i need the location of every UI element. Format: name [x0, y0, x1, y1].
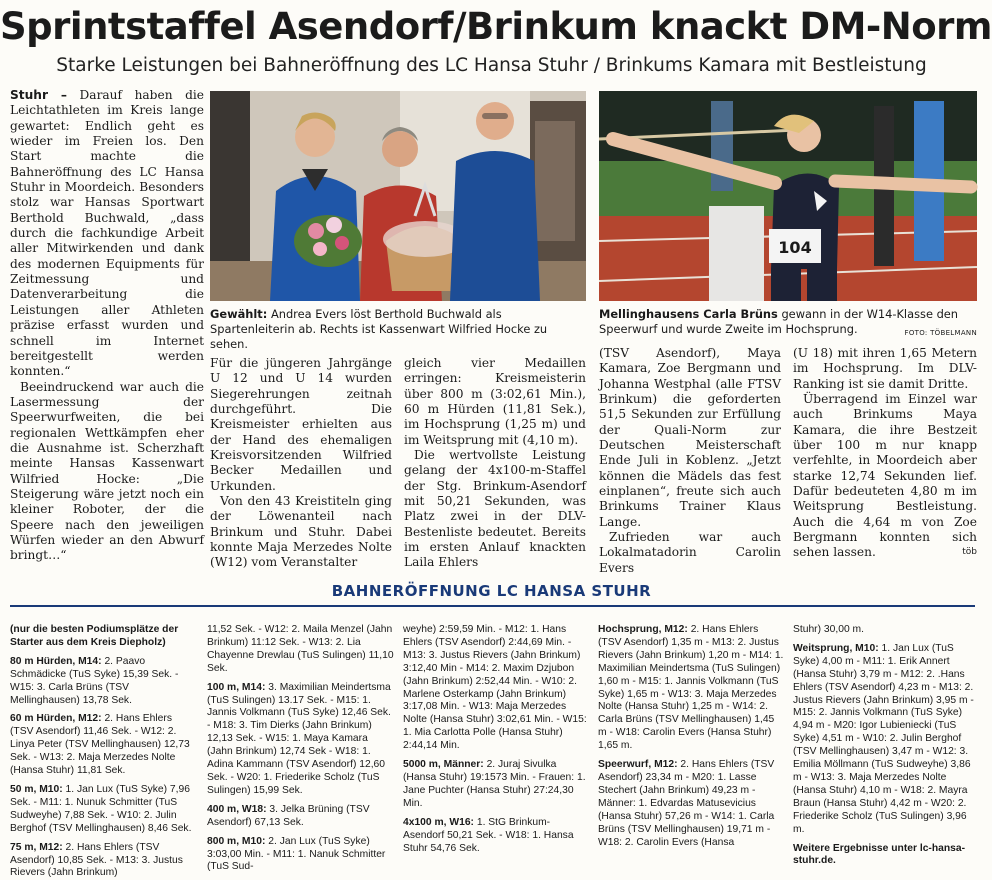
result-text: 2. Hans Ehlers (TSV Asendorf) 23,34 m - M20: 1. Lasse Stechert (Jahn Brinkum) 49,23 m - Männer: 1. Edvardas Matusevicius (Hansa Stuhr) 57,26 m - W14: 1. Carla Brüns (TSV Mellinghausen) 19,71 m - W18: 2. Carolin Evers (Hansa	[598, 759, 775, 848]
col5-paragraph-2: Überragend im Einzel war auch Brinkums Maya Kamara, die ihre Bestzeit über 100 m nur knapp verfehlte, in Moordeich aber starke 12,74 Sekunden lief. Dafür bedeuteten 4,80 m im Weitsprung Bestleistung. Auch die 4,64 m von Zoe Bergmann konnten sich sehen lassen. töb	[793, 392, 977, 560]
result-entry	[207, 804, 395, 830]
result-discipline: 800 m, M10:	[207, 835, 266, 847]
results-column-4	[598, 624, 784, 848]
result-entry	[598, 624, 784, 753]
caption-lead: Gewählt:	[210, 307, 268, 321]
col4-paragraph-2: Zufrieden war auch Lokalmatadorin Carolin Evers	[599, 530, 781, 575]
article-column-4	[599, 346, 781, 575]
result-text: 2. Paavo Schmädicke (TuS Syke) 15,39 Sek. - W15: 3. Carla Brüns (TSV Mellinghausen) 13,78 Sek.	[10, 655, 179, 706]
result-discipline: 60 m Hürden, M12:	[10, 713, 102, 725]
col4-paragraph-1: (TSV Asendorf), Maya Kamara, Zoe Bergmann und Johanna Westphal (alle FTSV Brinkum) die geforderten 51,5 Sekunden zur Erfüllung der Quali-Norm zur Deutschen Meisterschaft Ende Juli in Koblenz. „Jetzt können die Mädels das fest einplanen“, freute sich auch Brinkums Trainer Klaus Lange.	[599, 346, 781, 529]
result-text: 1. Jan Lux (TuS Syke) 4,00 m - M11: 1. Erik Annert (Hansa Stuhr) 3,79 m - M12: 2. .Hans Ehlers (TSV Asendorf) 4,23 m - M13: 2. Justus Rievers (Jahn Brinkum) 3,95 m - M15: 2. Jannis Volkmann (TuS Syke) 4,94 m - M20: Igor Lubieniecki (TuS Syke) 4,51 m - W10: 2. Julin Berghof (TSV Mellinghausen) 3,47 m - W12: 3. Emilia Möllmann (TuS Sudweyhe) 3,86 m - W13: 3. Maja Merzedes Nolte (Hansa Stuhr) 4,10 m - W18: 2. Mayra Braun (Hansa Stuhr) 4,42 m - W20: 2. Friederike Scholz (TuS Sulingen) 3,96 m.	[793, 642, 974, 835]
col3-paragraph-2: Die wertvollste Leistung gelang der 4x100-m-Staffel der Stg. Brinkum-Asendorf mit 50,21 Sekunden, was Platz zwei in der DLV-Bestenliste bedeutet. Bereits im ersten Anlauf knackten Laila Ehlers	[404, 448, 586, 570]
result-entry	[207, 682, 395, 798]
author-signature: töb	[962, 547, 977, 558]
caption-text: Andrea Evers löst Berthold Buchwald als Spartenleiterin ab. Rechts ist Kassenwart Wilfried Hocke zu sehen.	[210, 307, 548, 351]
result-text: 1. StG Brinkum-Asendorf 50,21 Sek. - W18: 1. Hansa Stuhr 54,76 Sek.	[403, 816, 574, 854]
result-discipline: 4x100 m, W16:	[403, 816, 474, 828]
result-discipline: (nur die besten Podiumsplätze der Starter aus dem Kreis Diepholz)	[10, 624, 179, 648]
results-column-5	[793, 624, 977, 867]
result-entry	[10, 713, 198, 778]
col1-paragraph-1: Darauf haben die Leichtathleten im Kreis lange gewartet: Endlich geht es wieder im Freien los. Den Start machte die Bahneröffnung des LC Hansa Stuhr in Moordeich. Besonders stolz war Hansas Sportwart Berthold Buchwald, „dass durch die fachkundige Arbeit aller Mitwirkenden und dank des modernen Equipments für Zeitmessung und Datenverarbeitung die Leistungen aller Athleten präzise erfasst wurden und schnell im Internet bereitgestellt werden konnten.“	[10, 88, 204, 379]
photo-officials	[210, 91, 586, 301]
photo-officials-caption	[210, 307, 586, 351]
result-discipline: Hochsprung, M12:	[598, 624, 688, 635]
javelin-photo-image	[599, 91, 977, 301]
result-entry	[10, 842, 198, 880]
officials-photo-image	[210, 91, 586, 301]
result-entry	[403, 624, 589, 753]
result-text: 11,52 Sek. - W12: 2. Maila Menzel (Jahn Brinkum) 11:12 Sek. - W13: 2. Lia Chayenne Drewlau (TuS Sulingen) 11,10 Sek.	[207, 624, 394, 674]
results-column-3	[403, 624, 589, 854]
article-column-2	[210, 356, 392, 570]
result-entry	[793, 843, 977, 869]
section-divider	[10, 605, 975, 607]
result-discipline: 5000 m, Männer:	[403, 759, 484, 771]
photo-javelin	[599, 91, 977, 301]
result-discipline: Weitere Ergebnisse unter lc-hansa-stuhr.de.	[793, 842, 966, 867]
subheadline: Starke Leistungen bei Bahneröffnung des LC Hansa Stuhr / Brinkums Kamara mit Bestleistung	[56, 55, 927, 76]
article-column-3	[404, 356, 586, 570]
col2-paragraph-2: Von den 43 Kreistiteln ging der Löwenanteil nach Brinkum und Stuhr. Dabei konnte Maja Merzedes Nolte (W12) vom Veranstalter	[210, 494, 392, 570]
result-entry	[207, 836, 395, 875]
result-text: 3. Jelka Brüning (TSV Asendorf) 67,13 Sek.	[207, 803, 370, 828]
col2-paragraph-1: Für die jüngeren Jahrgänge U 12 und U 14 wurden Siegerehrungen zeitnah durchgeführt. Die Kreismeister erhielten aus der Hand des ehemaligen Kreisvorsitzenden Wilfried Becker Medaillen und Urkunden.	[210, 356, 392, 493]
photo-credit: FOTO: TÖBELMANN	[904, 329, 977, 337]
results-column-1	[10, 624, 198, 879]
caption-text-right: gewann in der W14-Klasse den Speerwurf und wurde Zweite im Hochsprung.	[599, 307, 959, 336]
col5-paragraph-1: (U 18) mit ihren 1,65 Metern im Hochsprung. Im DLV-Ranking ist sie damit Dritte.	[793, 346, 977, 391]
result-entry	[207, 624, 395, 676]
photo-javelin-caption	[599, 307, 977, 341]
result-discipline: Speerwurf, M12:	[598, 759, 678, 771]
results-column-2	[207, 624, 395, 873]
article-column-5	[793, 346, 977, 566]
result-discipline: 75 m, M12:	[10, 841, 63, 853]
result-entry	[10, 784, 198, 836]
result-entry	[10, 656, 198, 708]
caption-lead-right: Mellinghausens Carla Brüns	[599, 307, 778, 321]
result-discipline: 80 m Hürden, M14:	[10, 655, 102, 667]
result-discipline: 50 m, M10:	[10, 783, 63, 795]
result-text: 3. Maximilian Meindertsma (TuS Sulingen) 13.17 Sek. - M15: 1. Jannis Volkmann (TuS Syke) 12,46 Sek. - M18: 3. Tim Dierks (Jahn Brinkum) 12,13 Sek. - W15: 1. Maya Kamara (Jahn Brinkum) 12,74 Sek - W18: 1. Adina Kammann (TSV Asendorf) 12,60 Sek. - W20: 1. Friederike Scholz (TuS Sulingen) 15,99 Sek.	[207, 681, 391, 796]
col1-paragraph-2: Beeindruckend war auch die Lasermessung der Speerwurfweiten, die bei regionalen Wettkämpfen eher die Ausnahme ist. Scherzhaft meinte Hansas Kassenwart Wilfried Hocke: „Die Steigerung wäre jetzt noch ein kleiner Roboter, der die Speere nach den jeweiligen Würfen wieder an den Abwurf bringt…“	[10, 379, 204, 563]
result-entry	[793, 624, 977, 637]
result-text: 1. Jan Lux (TuS Syke) 7,96 Sek. - M11: 1. Nunuk Schmitter (TuS Sudweyhe) 7,88 Sek. - W10: 2. Julin Berghof (TSV Mellinghausen) 8,46 Sek.	[10, 783, 192, 834]
result-text: 2. Hans Ehlers (TSV Asendorf) 10,85 Sek. - M13: 3. Justus Rievers (Jahn Brinkum)	[10, 841, 183, 879]
result-discipline: 400 m, W18:	[207, 803, 267, 815]
result-text: Stuhr) 30,00 m.	[793, 624, 864, 635]
result-discipline: 100 m, M14:	[207, 681, 266, 693]
result-text: weyhe) 2:59,59 Min. - M12: 1. Hans Ehlers (TSV Asendorf) 2:44,69 Min. - M13: 3. Justus Rievers (Jahn Brinkum) 3:12,40 Min - M14: 2. Maxim Dzjubon (Jahn Brinkum) 2:52,44 Min. - W10: 2. Marlene Osterkamp (Jahn Brinkum) 3:17,08 Min. - W13: Maja Merzedes Nolte (Hansa Stuhr) 3:02,61 Min. - W15: 1. Mia Carlotta Polle (Hansa Stuhr) 2:44,14 Min.	[403, 624, 587, 752]
result-entry	[598, 759, 784, 849]
article-column-1	[10, 88, 204, 566]
result-entry	[793, 643, 977, 837]
result-discipline: Weitsprung, M10:	[793, 642, 879, 654]
result-entry	[403, 817, 589, 856]
result-text: 2. Jan Lux (TuS Syke) 3:03,00 Min. - M11: 1. Nanuk Schmitter (TuS Sud-	[207, 835, 386, 873]
result-entry	[403, 759, 589, 811]
bib-number: 104	[778, 238, 812, 257]
result-text: 2. Hans Ehlers (TSV Asendorf) 11,46 Sek. - W12: 2. Linya Peter (TSV Mellinghausen) 12,73 Sek. - W13: 2. Maja Merzedes Nolte (Hansa Stuhr) 11,81 Sek.	[10, 713, 190, 777]
result-text: 2. Hans Ehlers (TSV Asendorf) 1,35 m - M13: 2. Justus Rievers (Jahn Brinkum) 1,20 m - M14: 1. Maximilian Meindertsma (TuS Sulingen) 1,60 m - M15: 1. Jannis Volkmann (TuS Syke) 1,65 m - W13: 3. Maja Merzedes Nolte (Hansa Stuhr) 1,25 m - W14: 2. Carla Brüns (TSV Mellinghausen) 1,45 m - W18: Carolin Evers (Hansa Stuhr) 1,65 m.	[598, 624, 784, 752]
headline: Sprintstaffel Asendorf/Brinkum knackt DM-Norm	[0, 5, 992, 48]
result-text: 2. Juraj Sivulka (Hansa Stuhr) 19:1573 Min. - Frauen: 1. Jane Puchter (Hansa Stuhr) 27:24,30 Min.	[403, 759, 586, 809]
results-section-title: BAHNERÖFFNUNG LC HANSA STUHR	[331, 582, 652, 600]
result-entry	[10, 624, 198, 650]
col3-paragraph-1: gleich vier Medaillen erringen: Kreismeisterin über 800 m (3:02,61 Min.), 60 m Hürden (11,81 Sek.), im Hochsprung (1,25 m) und im Weitsprung mit (4,10 m).	[404, 356, 586, 447]
dateline: Stuhr –	[10, 88, 67, 102]
